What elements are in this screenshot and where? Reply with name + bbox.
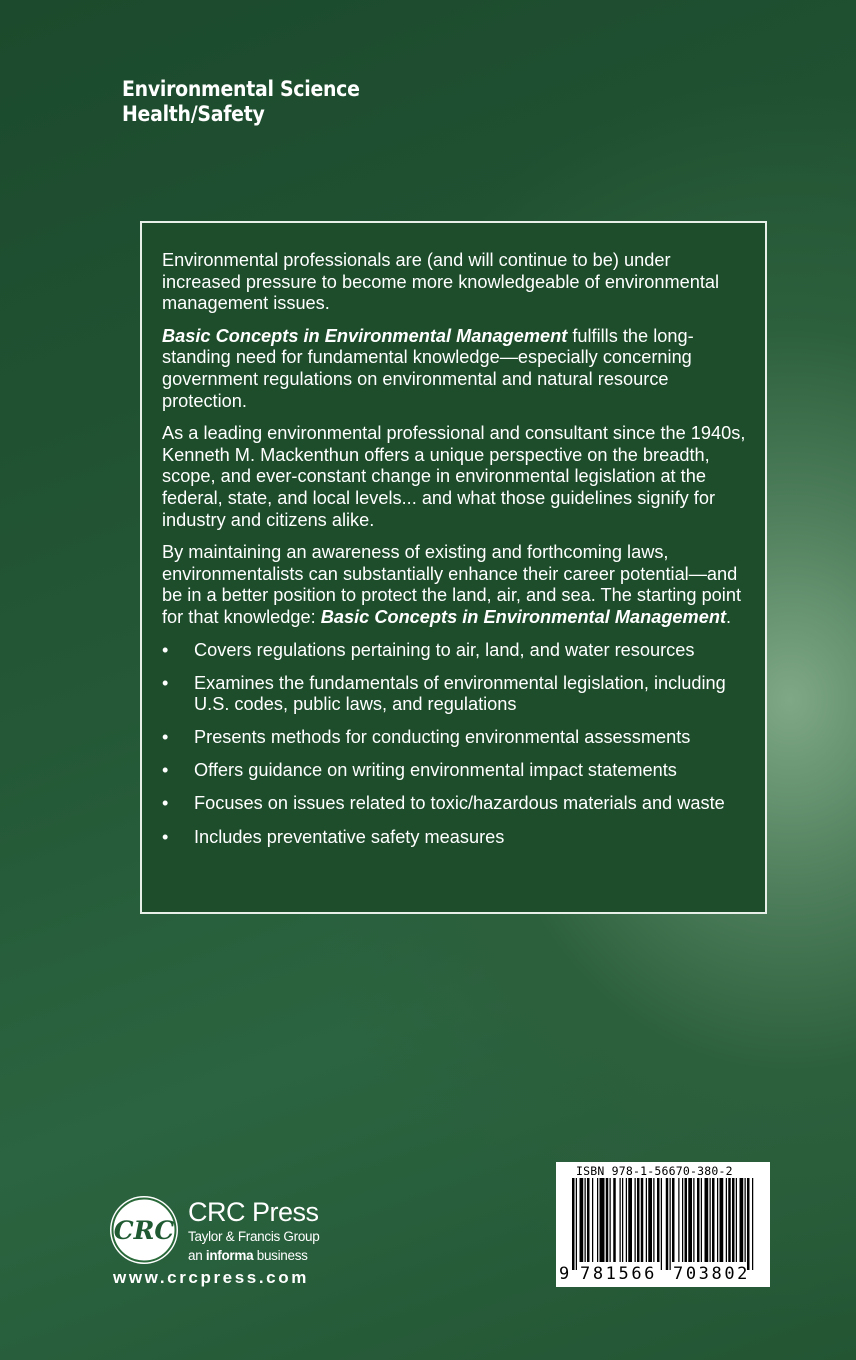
barcode-digit-prefix: 9 <box>559 1264 570 1284</box>
barcode-bar <box>693 1178 694 1262</box>
tagline-prefix: an <box>188 1248 206 1263</box>
barcode-bar <box>726 1178 727 1262</box>
publisher-url: www.crcpress.com <box>113 1268 309 1287</box>
bullet-icon: • <box>162 760 169 781</box>
barcode-bar <box>580 1178 584 1262</box>
barcode-bar <box>587 1178 590 1262</box>
barcode-bar <box>685 1178 688 1262</box>
list-item-text: Presents methods for conducting environmental assessments <box>194 727 691 748</box>
list-item-text: Includes preventative safety measures <box>194 826 505 847</box>
barcode-bar <box>653 1178 654 1262</box>
barcode-bar <box>610 1178 611 1262</box>
barcode-bar <box>712 1178 715 1262</box>
isbn-barcode <box>556 1162 770 1287</box>
barcode-bar <box>661 1178 662 1270</box>
barcode-bar <box>613 1178 616 1262</box>
list-item <box>162 793 752 815</box>
barcode-bar <box>736 1178 737 1262</box>
barcode-bar <box>628 1178 632 1262</box>
barcode-bar <box>622 1178 623 1262</box>
barcode-bar <box>637 1178 640 1262</box>
list-item-text: Covers regulations pertaining to air, land, and water resources <box>194 639 695 660</box>
bullet-icon: • <box>162 639 169 660</box>
category-line-2: Health/Safety <box>122 102 265 126</box>
category-label <box>122 77 360 127</box>
category-line-1: Environmental Science <box>122 77 360 101</box>
list-item <box>162 827 752 849</box>
book-title-emphasis: Basic Concepts in Environmental Management <box>320 606 727 627</box>
barcode-bar <box>672 1178 675 1262</box>
isbn-label: ISBN 978-1-56670-380-2 <box>576 1164 733 1178</box>
crc-logo-icon <box>109 1195 179 1265</box>
publisher-group: Taylor & Francis Group <box>188 1229 320 1244</box>
barcode-digits <box>556 1264 770 1284</box>
bullet-icon: • <box>162 727 169 748</box>
barcode-bar <box>648 1178 652 1262</box>
intro-paragraph: Environmental professionals are (and will continue to be) under increased pressure to become more knowledgeable of environmental management issues. <box>162 250 720 314</box>
barcode-bar <box>678 1178 679 1262</box>
publisher-name: CRC Press <box>188 1197 319 1227</box>
barcode-bar <box>620 1178 621 1262</box>
barcode-bar <box>626 1178 627 1262</box>
author-paragraph: As a leading environmental professional and consultant since the 1940s, Kenneth M. Mackenthun offers a unique perspective on the breadth, scope, and ever-constant change in environmental legislation at the federal, state, and local levels... and what those guidelines signify for industry and citizens alike. <box>162 423 746 530</box>
barcode-bar <box>688 1178 692 1262</box>
barcode-bar <box>745 1178 746 1262</box>
barcode-bar <box>682 1178 683 1262</box>
feature-list <box>162 640 752 849</box>
summary-text: fulfills the long-standing need for fundamental knowledge—especially concerning government regulations on environmental and natural resource protection. <box>162 325 694 411</box>
barcode-bar <box>646 1178 647 1262</box>
barcode-bar <box>701 1178 702 1262</box>
closing-paragraph <box>162 542 752 628</box>
list-item-text: Examines the fundamentals of environmental legislation, including U.S. codes, public laws, and regulations <box>194 672 726 715</box>
barcode-bar <box>670 1178 671 1270</box>
barcode-bar <box>641 1178 644 1262</box>
barcode-bar <box>606 1178 609 1262</box>
barcode-bar <box>592 1178 593 1262</box>
barcode-bar <box>572 1178 575 1270</box>
barcode-bar <box>666 1178 669 1270</box>
list-item <box>162 640 752 662</box>
barcode-bar <box>717 1178 718 1262</box>
barcode-bars-icon <box>564 1178 762 1270</box>
closing-text: By maintaining an awareness of existing and forthcoming laws, environmentalists can substantially enhance their career potential—and be in a better position to protect the land, air, and sea. The starting point for that knowledge: <box>162 542 742 627</box>
barcode-bar <box>705 1178 709 1262</box>
bullet-icon: • <box>162 672 169 693</box>
barcode-bar <box>697 1178 700 1262</box>
logo-text: CRC <box>113 1216 175 1245</box>
barcode-bar <box>728 1178 731 1262</box>
barcode-bar <box>635 1178 636 1262</box>
publisher-tagline <box>188 1247 308 1264</box>
bullet-icon: • <box>162 793 169 814</box>
list-item-text: Offers guidance on writing environmental impact statements <box>194 760 677 781</box>
list-item <box>162 760 752 782</box>
barcode-bar <box>600 1178 605 1262</box>
barcode-bar <box>747 1178 750 1270</box>
barcode-bar <box>752 1178 753 1270</box>
book-summary-paragraph <box>162 326 752 412</box>
barcode-bar <box>740 1178 744 1262</box>
barcode-bar <box>720 1178 724 1262</box>
barcode-bar <box>576 1178 577 1270</box>
book-title-emphasis: Basic Concepts in Environmental Management <box>162 325 568 346</box>
barcode-bar <box>585 1178 586 1262</box>
list-item-text: Focuses on issues related to toxic/hazardous materials and waste <box>194 793 725 814</box>
description-panel <box>140 221 767 914</box>
tagline-brand: informa <box>205 1248 254 1263</box>
barcode-bar <box>597 1178 598 1262</box>
list-item <box>162 727 752 749</box>
tagline-suffix: business <box>253 1248 308 1263</box>
barcode-bar <box>657 1178 660 1262</box>
barcode-bar <box>710 1178 711 1262</box>
bullet-icon: • <box>162 826 169 847</box>
barcode-bar <box>732 1178 735 1262</box>
list-item <box>162 673 752 716</box>
barcode-digits-right: 703802 <box>673 1264 751 1284</box>
barcode-digits-left: 781566 <box>580 1264 658 1284</box>
closing-period: . <box>726 606 732 627</box>
